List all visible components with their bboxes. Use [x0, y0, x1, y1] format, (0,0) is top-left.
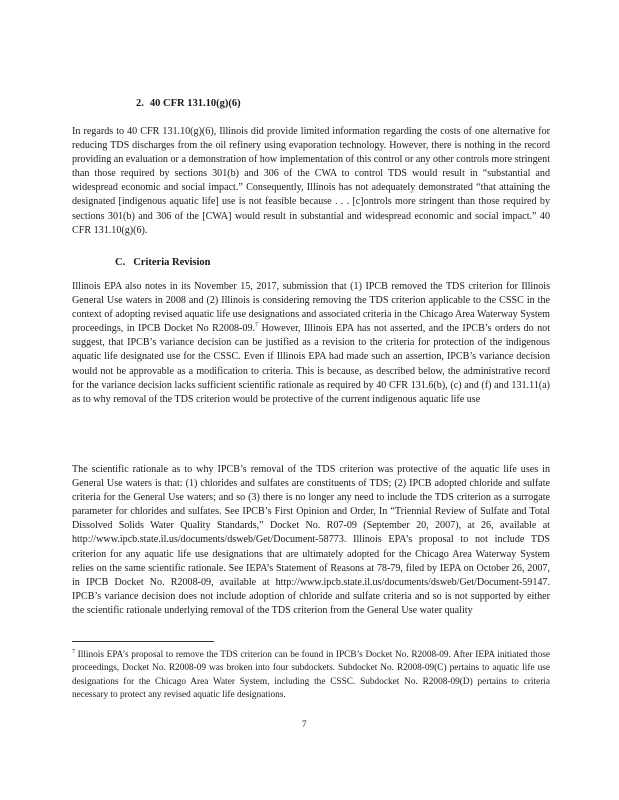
section-heading-cfr — [136, 97, 241, 110]
paragraph-text-before-note: Illinois EPA also notes in its November 15, 2017, submission that (1) IPCB removed the TDS criterion for Illinois General Use waters in 2008 and (2) Illinois is considering removing the TDS criterion applicable to the CSSC in the context of adopting revised aquatic life use designations and associated criteria in the Chicago Area Waterway System proceedings, in IPCB Docket No R2008-09. — [72, 281, 550, 335]
section-heading-criteria-revision — [115, 256, 211, 269]
section-title: Criteria Revision — [133, 257, 211, 268]
section-letter: C. — [115, 257, 126, 268]
paragraph-text-after-note: However, Illinois EPA has not asserted, and the IPCB’s orders do not suggest, that IPCB’s variance decision can be justified as a revision to the criteria for protection of the indigenous aquatic life designated use for the CSSC. Even if Illinois EPA had made such an assertion, IPCB’s variance decision would not be approvable as a modification to criteria. This is because, as described below, the administrative record for the variance decision lacks sufficient scientific rationale as required by 40 CFR 131.6(b), (c) and (f) and 131.11(a) as to why removal of the TDS criterion would be protective of the current indigenous aquatic life use — [72, 323, 550, 405]
footnote — [72, 649, 550, 703]
footnote-text: Illinois EPA’s proposal to remove the TDS criterion can be found in IPCB’s Docket No. R2008-09. After IEPA initiated those proceedings, Docket No. R2008-09 was broken into four subdockets. Subdocket No. R2008-09(C) pertains to aquatic life use designations for the Chicago Area Water System, including the CSSC. Subdocket No. R2008-09(D) pertains to criteria necessary to protect any revised aquatic life designations. — [72, 650, 550, 701]
footnote-separator — [72, 641, 214, 642]
page-number: 7 — [302, 719, 307, 729]
paragraph-scientific-rationale: The scientific rationale as to why IPCB’s removal of the TDS criterion was protective of the aquatic life uses in General Use waters is that: (1) chlorides and sulfates are constituents of TDS; (2) IPCB adopted chloride and sulfate criteria for the General Use waters; and so (3) there is no longer any need to include the TDS criterion as a surrogate parameter for chlorides and sulfates. See IPCB’s First Opinion and Order, In “Triennial Review of Sulfate and Total Dissolved Solids Water Quality Standards,” Docket No. R07-09 (September 20, 2007), at 26, available at http://www.ipcb.state.il.us/documents/dsweb/Get/Document-58773. Illinois EPA’s proposal to not include TDS criterion for any aquatic life use designations that are ultimately adopted for the Chicago Area Waterway System relies on the same scientific rationale. See IEPA’s Statement of Reasons at 78-79, filed by IEPA on October 26, 2007, in IPCB Docket No. R2008-09, available at http://www.ipcb.state.il.us/documents/dsweb/Get/Document-59147. IPCB’s variance decision does not include adoption of chloride and sulfate criteria and so is not supported by either the scientific rationale underlying removal of the TDS criterion from the General Use water quality — [72, 464, 550, 616]
footnote-reference: 7 — [255, 322, 259, 329]
paragraph-cfr-analysis: In regards to 40 CFR 131.10(g)(6), Illinois did provide limited information regarding the costs of one alternative for reducing TDS discharges from the oil refinery using evaporation technology. However, there is nothing in the record providing an evaluation or a demonstration of how implementation of this control or any other controls more stringent than those required by sections 301(b) and 306 of the CWA to control TDS would result in “substantial and widespread economic and social impact.” Consequently, Illinois has not adequately demonstrated “that attaining the designated [indigenous aquatic life] use is not feasible because . . . [c]ontrols more stringent than those required by sections 301(b) and 306 of the [CWA] would result in substantial and widespread economic and social impact.” 40 CFR 131.10(g)(6). — [72, 126, 550, 236]
section-number: 2. — [136, 98, 144, 109]
paragraph-criteria-revision — [72, 280, 550, 407]
footnote-number: 7 — [72, 648, 75, 655]
section-title: 40 CFR 131.10(g)(6) — [149, 98, 241, 109]
